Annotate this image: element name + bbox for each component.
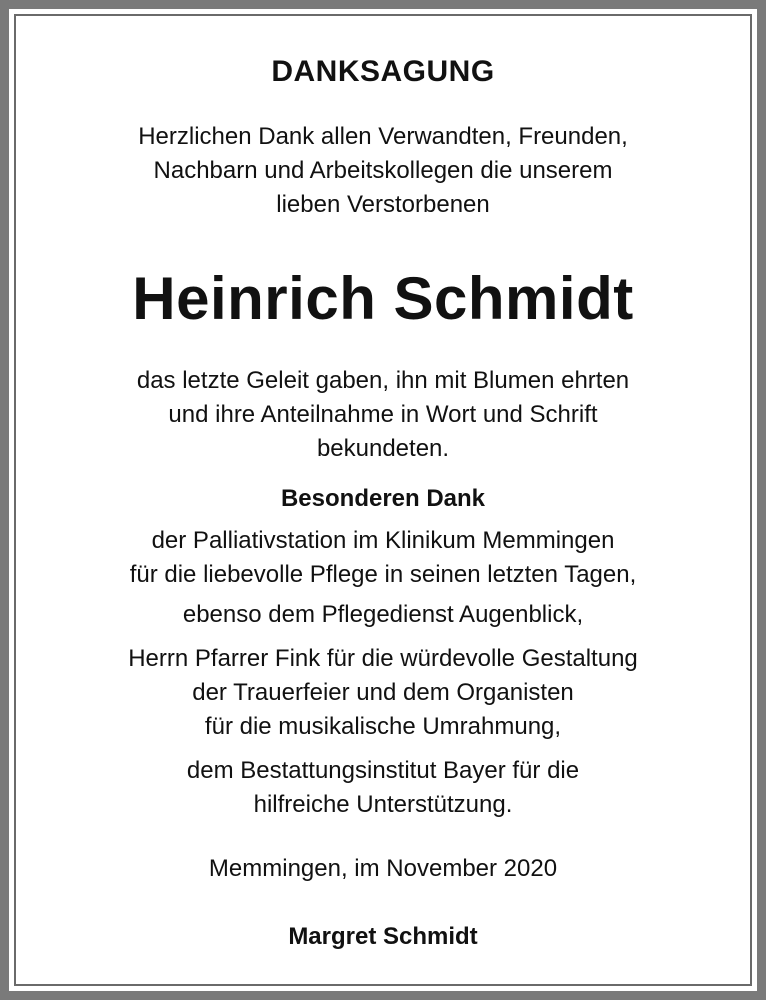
intro-line-3: lieben Verstorbenen (276, 191, 490, 218)
place-date: Memmingen, im November 2020 (208, 855, 558, 882)
intro-text (16, 120, 750, 222)
special-thanks-text-3 (16, 642, 750, 744)
special-thanks-line-1: der Palliativstation im Klinikum Memmingen (151, 527, 615, 554)
special-thanks-line-6: für die musikalische Umrahmung, (204, 713, 562, 740)
special-thanks-line-4: Herrn Pfarrer Fink für die würdevolle Gestaltung (128, 645, 638, 672)
intro-line-1: Herzlichen Dank allen Verwandten, Freunden, (138, 123, 628, 150)
deceased-name: Heinrich Schmidt (132, 265, 634, 332)
followup-line-1: das letzte Geleit gaben, ihn mit Blumen ehrten (136, 367, 630, 394)
special-thanks-line-5: der Trauerfeier und dem Organisten (192, 679, 574, 706)
signature: Margret Schmidt (288, 923, 478, 950)
special-thanks-heading: Besonderen Dank (280, 485, 486, 512)
notice-title: DANKSAGUNG (271, 55, 495, 88)
place-date-block (16, 852, 750, 886)
special-thanks-text-2 (16, 598, 750, 632)
special-thanks-line-7: dem Bestattungsinstitut Bayer für die (186, 757, 580, 784)
followup-line-2: und ihre Anteilnahme in Wort und Schrift (168, 401, 598, 428)
special-thanks-line-2: für die liebevolle Pflege in seinen letzten Tagen, (129, 561, 637, 588)
intro-line-2: Nachbarn und Arbeitskollegen die unserem (153, 157, 613, 184)
special-thanks-text (16, 524, 750, 592)
followup-line-3: bekundeten. (316, 435, 450, 462)
special-thanks-heading-block (16, 482, 750, 516)
special-thanks-line-3: ebenso dem Pflegedienst Augenblick, (182, 601, 584, 628)
followup-text (16, 364, 750, 466)
special-thanks-line-8: hilfreiche Unterstützung. (253, 791, 513, 818)
special-thanks-text-4 (16, 754, 750, 822)
